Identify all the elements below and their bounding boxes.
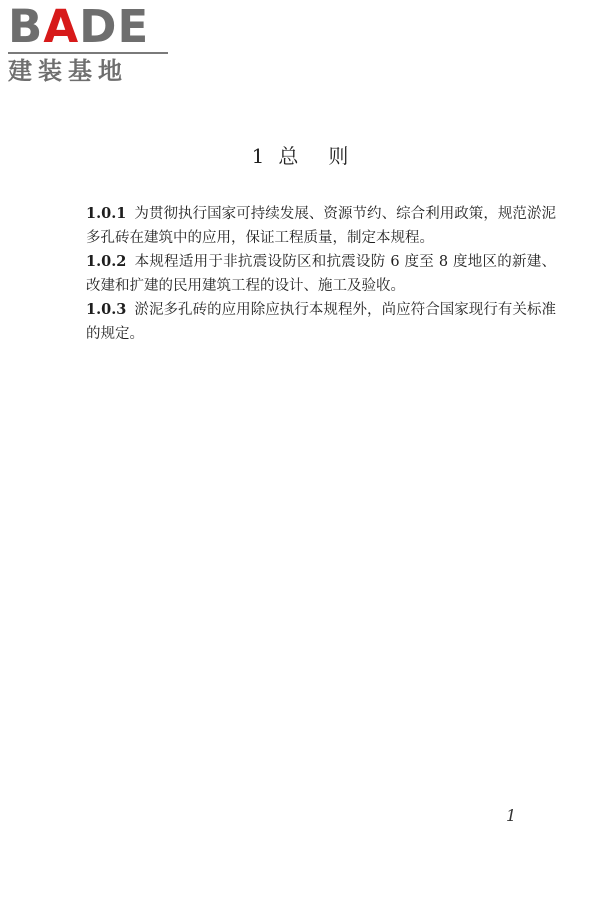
clause-number: 1.0.1 <box>86 205 127 222</box>
clause-text: 为贯彻执行国家可持续发展、资源节约、综合利用政策，规范淤泥多孔砖在建筑中的应用，保证工程质量，制定本规程。 <box>86 206 556 246</box>
logo-wordmark <box>8 0 176 53</box>
logo-letter-a: A <box>43 0 80 53</box>
chapter-title-part1: 总 <box>278 144 299 168</box>
clause-1-0-1 <box>86 202 556 250</box>
clause-number: 1.0.3 <box>86 301 127 318</box>
page-number: 1 <box>506 806 517 825</box>
clause-number: 1.0.2 <box>86 253 127 270</box>
clause-1-0-2 <box>86 250 556 298</box>
logo-letter-b: B <box>8 0 44 53</box>
bade-logo <box>8 0 176 86</box>
logo-letters-de: DE <box>79 0 150 53</box>
clause-text: 淤泥多孔砖的应用除应执行本规程外，尚应符合国家现行有关标准的规定。 <box>86 302 556 342</box>
logo-subtitle: 建装基地 <box>8 57 128 85</box>
clause-text: 本规程适用于非抗震设防区和抗震设防 6 度至 8 度地区的新建、改建和扩建的民用建筑工程的设计、施工及验收。 <box>86 254 556 294</box>
chapter-title-part2: 则 <box>328 144 349 168</box>
clause-list <box>86 202 556 346</box>
chapter-number: 1 <box>251 144 265 168</box>
clause-1-0-3 <box>86 298 556 346</box>
chapter-title <box>0 141 600 171</box>
